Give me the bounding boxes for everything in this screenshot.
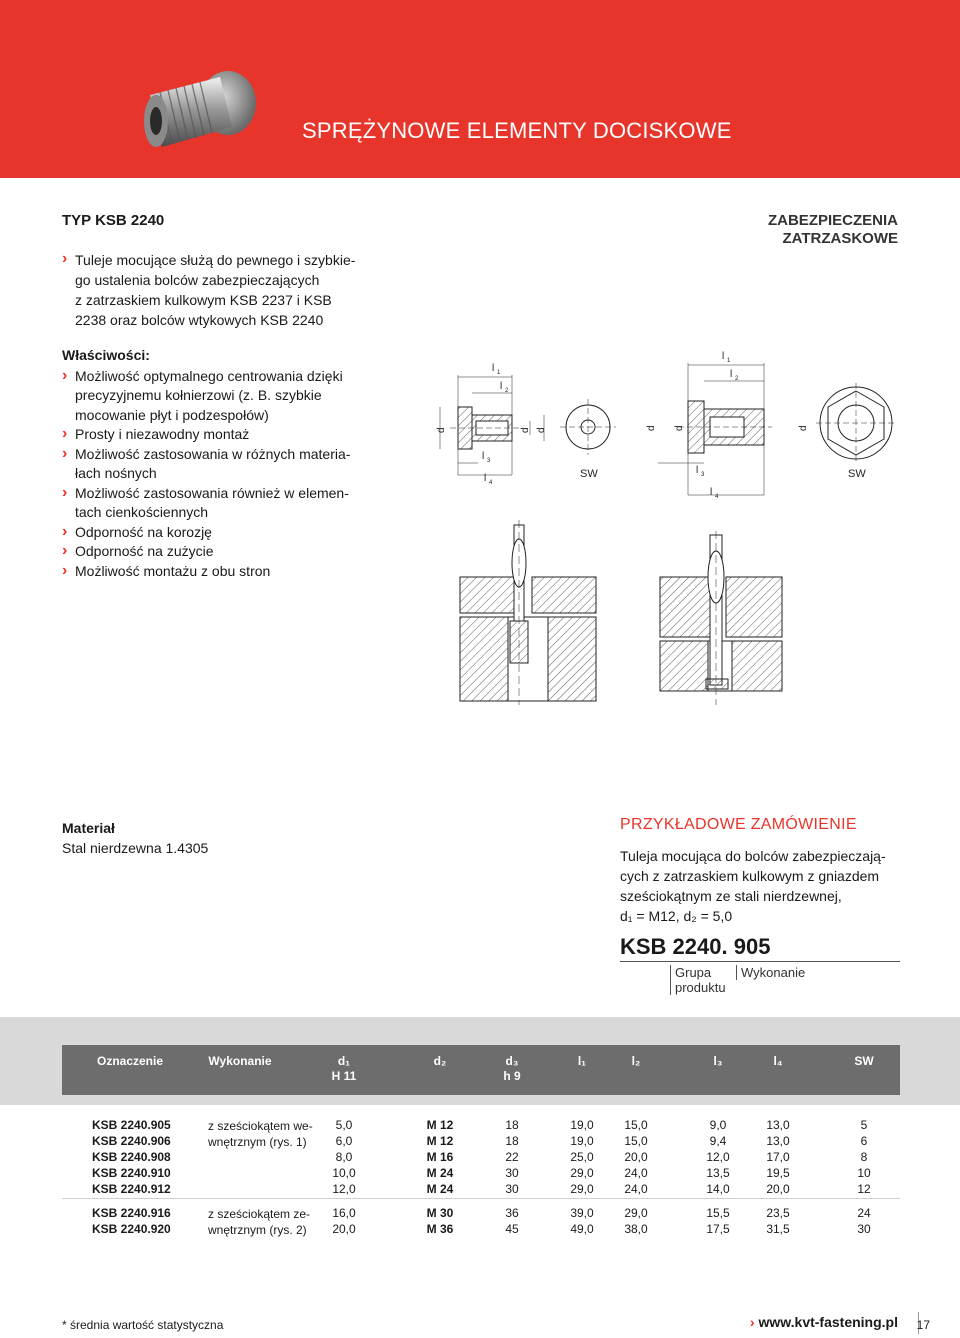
- label-l3: l: [482, 451, 485, 462]
- cell-l4: 17,0: [766, 1150, 790, 1164]
- cell-l3: 9,0: [709, 1118, 727, 1132]
- th-l2: l₂: [631, 1054, 641, 1068]
- intro-line: go ustalenia bolców zabezpieczających: [75, 272, 320, 288]
- product-photo: [120, 55, 270, 165]
- website-url: www.kvt-fastening.pl: [758, 1314, 898, 1330]
- svg-text:2: 2: [735, 376, 739, 382]
- order-code: [620, 934, 900, 962]
- cell-d2: M 16: [426, 1150, 454, 1164]
- cell-l3: 9,4: [709, 1134, 727, 1148]
- cell-d3: 18: [505, 1118, 519, 1132]
- svg-text:1: 1: [497, 370, 501, 376]
- page-title: SPRĘŻYNOWE ELEMENTY DOCISKOWE: [302, 118, 732, 143]
- feature-line: › Możliwość zastosowania również w elemen-: [75, 484, 349, 501]
- cell-d1: 8,0: [335, 1150, 353, 1164]
- cell-sw: 12: [857, 1182, 871, 1196]
- label-d3: d: [646, 425, 657, 431]
- cell-d2: M 12: [426, 1118, 454, 1132]
- table-row: [62, 1206, 900, 1222]
- feature-line: › Możliwość montażu z obu stron: [75, 562, 271, 579]
- order-legend: [620, 965, 900, 999]
- label-l2: l: [730, 369, 733, 380]
- cell-d3: 30: [505, 1166, 519, 1180]
- svg-text:4: 4: [489, 480, 493, 486]
- th-wykonanie: Wykonanie: [208, 1054, 272, 1068]
- table-row: [62, 1182, 900, 1198]
- cell-d3: 45: [505, 1222, 519, 1236]
- cell-code: KSB 2240.916: [92, 1206, 171, 1220]
- category-label: [768, 212, 898, 248]
- intro-line: z zatrzaskiem kulkowym KSB 2237 i KSB: [75, 292, 332, 308]
- material-section: [62, 818, 208, 858]
- cell-l2: 38,0: [624, 1222, 648, 1236]
- cell-sw: 6: [860, 1134, 868, 1148]
- table-group-divider: [62, 1198, 900, 1199]
- order-example: [620, 816, 900, 999]
- svg-text:3: 3: [487, 458, 491, 464]
- cell-d2: M 36: [426, 1222, 454, 1236]
- th-l4: l₄: [773, 1054, 783, 1068]
- table-row: [62, 1150, 900, 1166]
- cell-code: KSB 2240.910: [92, 1166, 171, 1180]
- cell-l2: 29,0: [624, 1206, 648, 1220]
- cell-l3: 15,5: [706, 1206, 730, 1220]
- table-header: [62, 1045, 900, 1095]
- execution-desc-2: z sześciokątem ze- wnętrznym (rys. 2): [208, 1207, 311, 1237]
- chevron-right-icon: ›: [749, 1314, 755, 1330]
- cell-l2: 24,0: [624, 1166, 648, 1180]
- feature-item: [62, 542, 372, 562]
- feature-line: precyzyjnemu kołnierzowi (z. B. szybkie: [75, 387, 322, 403]
- order-line: Tuleja mocująca do bolców zabezpieczają-: [620, 848, 886, 864]
- cell-l4: 19,5: [766, 1166, 790, 1180]
- svg-text:3: 3: [701, 472, 705, 478]
- assembly-section-1: [460, 520, 596, 705]
- cell-d3: 22: [505, 1150, 519, 1164]
- legend-group-line: produktu: [675, 980, 726, 995]
- cell-sw: 8: [860, 1150, 868, 1164]
- execution-desc-1: z sześciokątem we- wnętrznym (rys. 1): [208, 1119, 313, 1149]
- cell-code: KSB 2240.920: [92, 1222, 171, 1236]
- cell-d1: 12,0: [332, 1182, 356, 1196]
- type-title: TYP KSB 2240: [62, 212, 165, 229]
- table-row: [62, 1134, 900, 1150]
- cell-l2: 20,0: [624, 1150, 648, 1164]
- cell-d1: 5,0: [335, 1118, 353, 1132]
- cell-l4: 13,0: [766, 1118, 790, 1132]
- cell-l3: 13,5: [706, 1166, 730, 1180]
- features-section: [62, 346, 372, 581]
- drawing-front-1: [560, 399, 616, 455]
- svg-text:4: 4: [715, 494, 719, 500]
- legend-execution: Wykonanie: [736, 965, 805, 980]
- svg-text:2: 2: [505, 388, 509, 394]
- feature-item: [62, 484, 372, 523]
- intro-text: [62, 250, 372, 330]
- cell-l2: 15,0: [624, 1134, 648, 1148]
- feature-item: [62, 523, 372, 543]
- feature-line: › Możliwość optymalnego centrowania dzięki: [75, 367, 343, 384]
- order-code-group: KSB 2240: [620, 934, 722, 959]
- cell-code: KSB 2240.905: [92, 1118, 171, 1132]
- cell-l4: 20,0: [766, 1182, 790, 1196]
- label-l2: l: [500, 381, 503, 392]
- label-d2: d: [798, 425, 809, 431]
- feature-item: [62, 367, 372, 426]
- cell-d2: M 30: [426, 1206, 454, 1220]
- cell-d3: 30: [505, 1182, 519, 1196]
- cell-d3: 36: [505, 1206, 519, 1220]
- order-code-suffix: 905: [733, 934, 771, 959]
- footer-note: * średnia wartość statystyczna: [62, 1318, 224, 1332]
- order-text: [620, 846, 900, 926]
- label-l4: l: [710, 487, 713, 498]
- intro-line: › Tuleje mocujące służą do pewnego i szybkie-: [75, 252, 356, 268]
- cell-code: KSB 2240.906: [92, 1134, 171, 1148]
- cell-d1: 10,0: [332, 1166, 356, 1180]
- cell-l1: 29,0: [570, 1166, 594, 1180]
- legend-group-line: Grupa: [675, 965, 712, 980]
- th-l3: l₃: [713, 1054, 723, 1068]
- label-sw-2: SW: [848, 468, 866, 480]
- feature-line: › Prosty i niezawodny montaż: [75, 426, 250, 442]
- th-d3: d₃ h 9: [503, 1054, 521, 1083]
- table-row: [62, 1222, 900, 1238]
- cell-l1: 39,0: [570, 1206, 594, 1220]
- cell-d3: 18: [505, 1134, 519, 1148]
- cell-l3: 12,0: [706, 1150, 730, 1164]
- cell-d1: 6,0: [335, 1134, 353, 1148]
- page-number: 17: [916, 1318, 930, 1332]
- cell-d1: 16,0: [332, 1206, 356, 1220]
- feature-line: › Możliwość zastosowania w różnych materia-: [75, 445, 351, 462]
- order-heading: PRZYKŁADOWE ZAMÓWIENIE: [620, 816, 857, 833]
- label-l1: l: [722, 351, 725, 362]
- feature-item: [62, 425, 372, 445]
- th-d2: d₂: [433, 1054, 447, 1068]
- category-line: ZATRZASKOWE: [782, 230, 898, 247]
- technical-drawings: [420, 345, 920, 725]
- table-row: [62, 1118, 900, 1134]
- intro-line: 2238 oraz bolców wtykowych KSB 2240: [75, 312, 324, 328]
- assembly-section-2: [660, 531, 782, 705]
- cell-l4: 31,5: [766, 1222, 790, 1236]
- label-l4: l: [484, 473, 487, 484]
- feature-line: › Odporność na zużycie: [75, 543, 214, 559]
- cell-l3: 14,0: [706, 1182, 730, 1196]
- cell-l4: 23,5: [766, 1206, 790, 1220]
- website-link[interactable]: [750, 1314, 898, 1330]
- cell-l1: 29,0: [570, 1182, 594, 1196]
- cell-l1: 25,0: [570, 1150, 594, 1164]
- cell-l4: 13,0: [766, 1134, 790, 1148]
- th-d1: d₁ H 11: [331, 1054, 357, 1083]
- feature-item: [62, 562, 372, 582]
- legend-group: [670, 965, 726, 995]
- feature-line: łach nośnych: [75, 465, 157, 481]
- cell-l2: 24,0: [624, 1182, 648, 1196]
- order-line: cych z zatrzaskiem kulkowym z gniazdem: [620, 868, 880, 884]
- category-line: ZABEZPIECZENIA: [767, 212, 898, 229]
- feature-line: › Odporność na korozję: [75, 523, 212, 540]
- cell-d2: M 24: [426, 1182, 454, 1196]
- th-sw: SW: [854, 1054, 874, 1068]
- label-d1: d: [674, 425, 685, 431]
- label-d2: d: [536, 427, 547, 433]
- cell-l3: 17,5: [706, 1222, 730, 1236]
- cell-d2: M 12: [426, 1134, 454, 1148]
- cell-code: KSB 2240.908: [92, 1150, 171, 1164]
- cell-sw: 10: [857, 1166, 871, 1180]
- cell-d1: 20,0: [332, 1222, 356, 1236]
- label-d1: d: [520, 427, 531, 433]
- order-code-separator: .: [721, 934, 728, 959]
- drawing-front-2: [816, 383, 896, 463]
- cell-code: KSB 2240.912: [92, 1182, 171, 1196]
- order-params: d₁ = M12, d₂ = 5,0: [620, 908, 733, 924]
- label-l1: l: [492, 363, 495, 374]
- th-l1: l₁: [577, 1054, 587, 1068]
- order-line: sześciokątnym ze stali nierdzewnej,: [620, 888, 842, 904]
- material-value: Stal nierdzewna 1.4305: [62, 840, 209, 856]
- cell-d2: M 24: [426, 1166, 454, 1180]
- label-d3: d: [436, 427, 447, 433]
- material-heading: Materiał: [62, 820, 115, 836]
- cell-sw: 30: [857, 1222, 871, 1236]
- cell-sw: 24: [857, 1206, 871, 1220]
- cell-sw: 5: [860, 1118, 868, 1132]
- cell-l1: 49,0: [570, 1222, 594, 1236]
- label-sw-1: SW: [580, 468, 598, 480]
- table-row: [62, 1166, 900, 1182]
- feature-item: [62, 445, 372, 484]
- cell-l2: 15,0: [624, 1118, 648, 1132]
- feature-line: mocowanie płyt i podzespołów): [75, 406, 269, 423]
- cell-l1: 19,0: [570, 1134, 594, 1148]
- th-oznaczenie: Oznaczenie: [96, 1054, 164, 1068]
- drawing-bushing-1: [440, 375, 544, 475]
- feature-line: tach cienkościennych: [75, 504, 209, 520]
- svg-text:1: 1: [727, 358, 731, 364]
- cell-l1: 19,0: [570, 1118, 594, 1132]
- label-l3: l: [696, 465, 699, 476]
- features-heading: Właściwości:: [62, 347, 150, 363]
